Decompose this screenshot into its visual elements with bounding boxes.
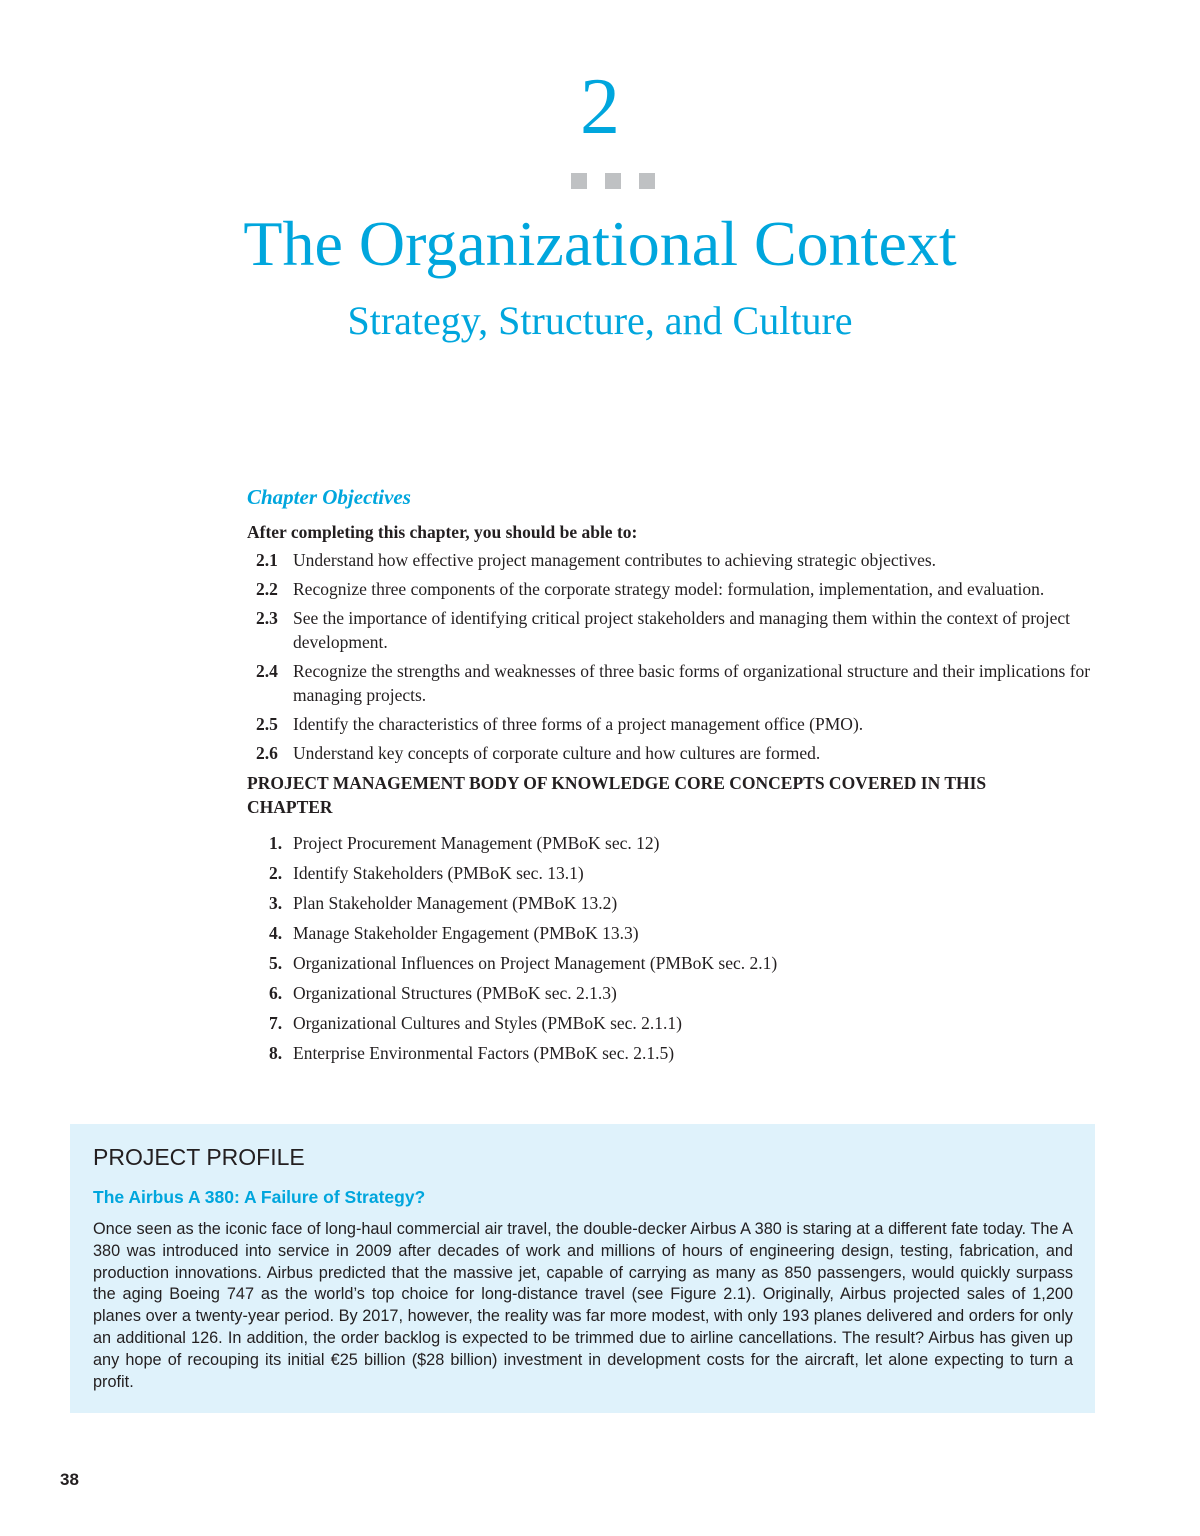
concept-text: Manage Stakeholder Engagement (PMBoK 13.3) <box>293 923 639 943</box>
chapter-ornament <box>571 173 655 189</box>
pmbok-concepts-list <box>247 831 1107 1065</box>
concept-text: Organizational Structures (PMBoK sec. 2.1.3) <box>293 983 617 1003</box>
objectives-intro: After completing this chapter, you should be able to: <box>247 522 638 542</box>
concept-number: 8. <box>269 1043 283 1063</box>
objective-item <box>247 577 1107 601</box>
ornament-square <box>639 173 655 189</box>
pmbok-heading: PROJECT MANAGEMENT BODY OF KNOWLEDGE CORE CONCEPTS COVERED IN THIS CHAPTER <box>247 773 987 817</box>
chapter-title: The Organizational Context <box>243 208 957 279</box>
objective-number: 2.1 <box>256 550 278 570</box>
page-number: 38 <box>60 1470 79 1489</box>
concept-number: 2. <box>269 863 283 883</box>
concept-number: 3. <box>269 893 283 913</box>
concept-number: 1. <box>269 833 283 853</box>
concept-number: 7. <box>269 1013 283 1033</box>
concept-item <box>247 831 1107 855</box>
objective-item <box>247 548 1107 572</box>
concept-text: Plan Stakeholder Management (PMBoK 13.2) <box>293 893 618 913</box>
chapter-number: 2 <box>580 63 620 151</box>
objective-text: Recognize three components of the corporate strategy model: formulation, implementation, and evaluation. <box>293 579 1045 599</box>
concept-number: 5. <box>269 953 283 973</box>
objective-number: 2.2 <box>256 579 278 599</box>
concept-item <box>247 1011 1107 1035</box>
objective-text: Understand key concepts of corporate culture and how cultures are formed. <box>293 743 821 763</box>
concept-text: Identify Stakeholders (PMBoK sec. 13.1) <box>293 863 584 883</box>
objectives-heading: Chapter Objectives <box>247 485 411 509</box>
objective-number: 2.5 <box>256 714 278 734</box>
concept-item <box>247 921 1107 945</box>
objective-text: See the importance of identifying critical project stakeholders and managing them within the context of project development. <box>293 608 1071 652</box>
objective-item <box>247 712 1107 736</box>
objective-item <box>247 741 1107 765</box>
objective-text: Recognize the strengths and weaknesses of three basic forms of organizational structure and their implications for managing projects. <box>293 661 1091 705</box>
concept-text: Organizational Influences on Project Management (PMBoK sec. 2.1) <box>293 953 778 973</box>
concept-item <box>247 861 1107 885</box>
concept-item <box>247 951 1107 975</box>
objectives-list <box>247 548 1107 765</box>
objective-number: 2.6 <box>256 743 278 763</box>
objective-number: 2.3 <box>256 608 278 628</box>
concept-number: 6. <box>269 983 283 1003</box>
objective-text: Understand how effective project management contributes to achieving strategic objectives. <box>293 550 937 570</box>
concept-item <box>247 1041 1107 1065</box>
ornament-square <box>605 173 621 189</box>
ornament-square <box>571 173 587 189</box>
project-profile-title: The Airbus A 380: A Failure of Strategy? <box>93 1187 426 1207</box>
concept-item <box>247 891 1107 915</box>
concept-text: Organizational Cultures and Styles (PMBoK sec. 2.1.1) <box>293 1013 682 1033</box>
chapter-objectives <box>247 482 1107 1071</box>
concept-text: Project Procurement Management (PMBoK sec. 12) <box>293 833 660 853</box>
concept-number: 4. <box>269 923 283 943</box>
project-profile-body: Once seen as the iconic face of long-haul commercial air travel, the double-decker Airbus A 380 is staring at a different fate today. The A 380 was introduced into service in 2009 after decades of work and millions of hours of engineering design, testing, fabrication, and production innovations. Airbus predicted that the massive jet, capable of carrying as many as 850 passengers, would quickly surpass the aging Boeing 747 as the world’s top choice for long-distance travel (see Figure 2.1). Originally, Airbus projected sales of 1,200 planes over a twenty-year period. By 2017, however, the reality was far more modest, with only 193 planes delivered and orders for only an additional 126. In addition, the order backlog is expected to be trimmed due to airline cancellations. The result? Airbus has given up any hope of recouping its initial €25 billion ($28 billion) investment in development costs for the aircraft, let alone expecting to turn a profit. <box>93 1220 1073 1391</box>
concept-item <box>247 981 1107 1005</box>
project-profile-box <box>70 1124 1095 1413</box>
objective-number: 2.4 <box>256 661 278 681</box>
chapter-subtitle: Strategy, Structure, and Culture <box>347 298 853 343</box>
objective-text: Identify the characteristics of three forms of a project management office (PMO). <box>293 714 864 734</box>
objective-item <box>247 606 1107 654</box>
concept-text: Enterprise Environmental Factors (PMBoK sec. 2.1.5) <box>293 1043 675 1063</box>
objective-item <box>247 659 1107 707</box>
project-profile-label: PROJECT PROFILE <box>93 1144 305 1170</box>
